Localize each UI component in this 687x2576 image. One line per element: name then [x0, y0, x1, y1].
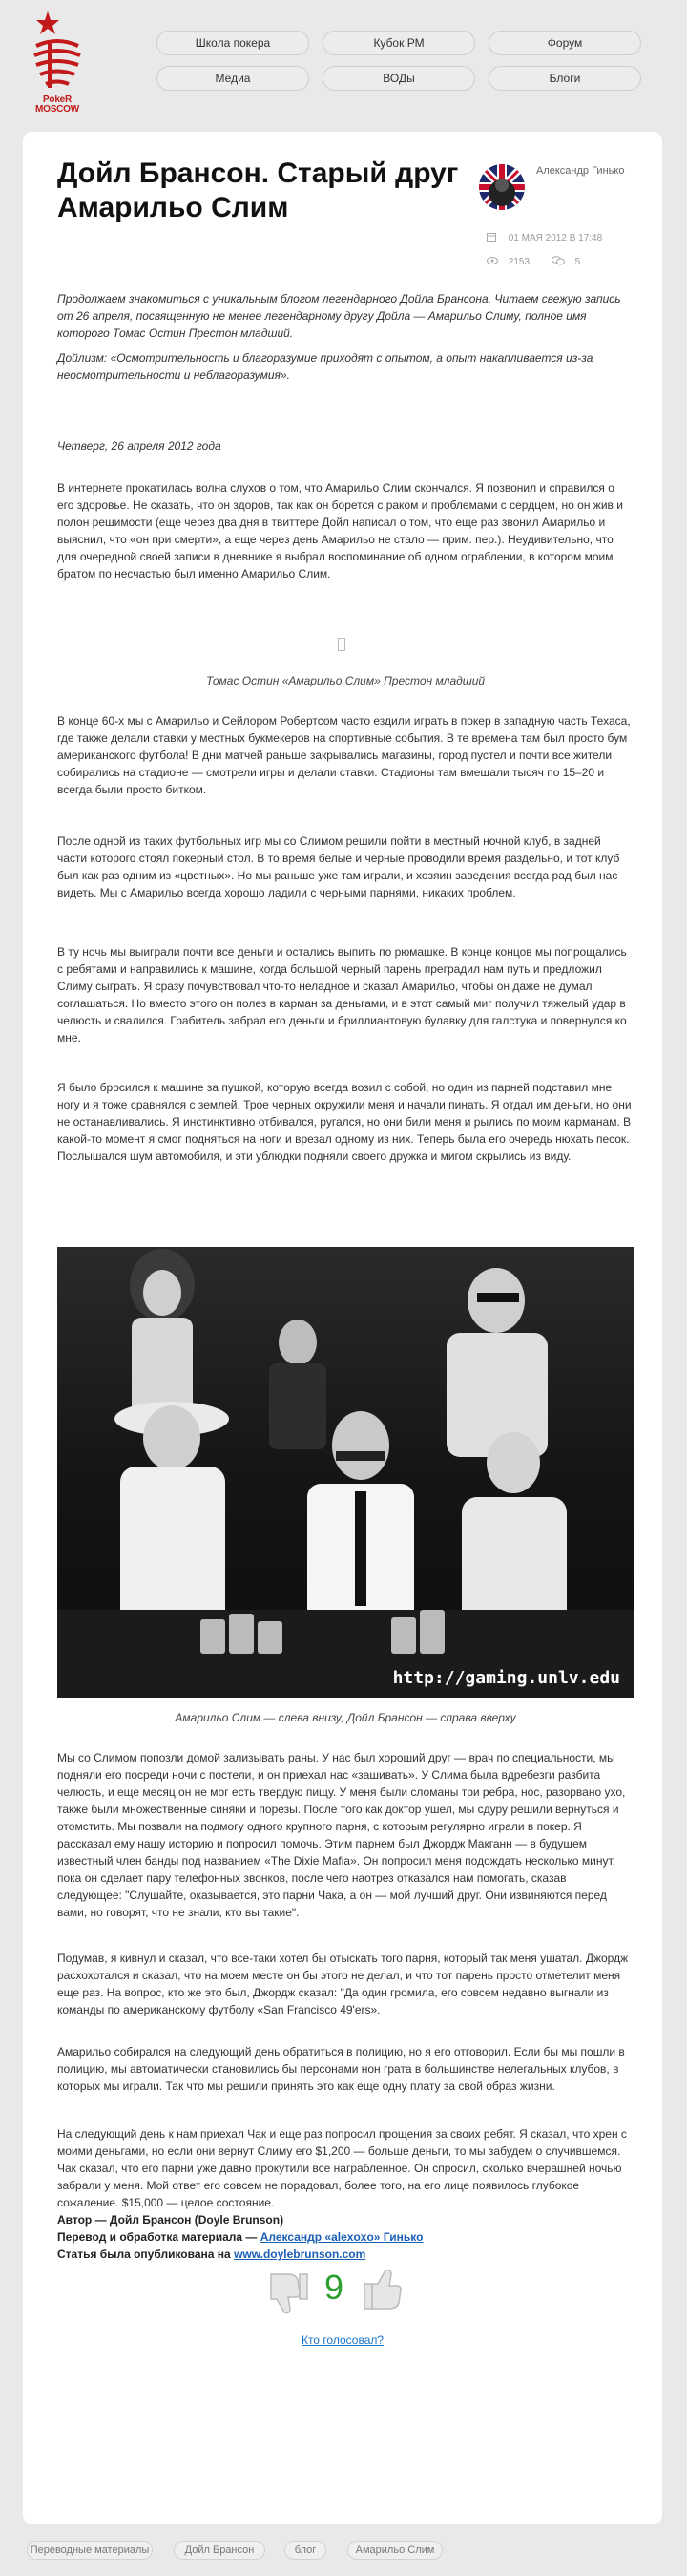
nav-forum[interactable]: Форум — [489, 31, 641, 55]
credits-translation-label: Перевод и обработка материала — — [57, 2230, 258, 2244]
view-count: 2153 — [508, 257, 531, 268]
article-photo — [57, 1247, 634, 1698]
logo-text — [27, 95, 88, 115]
paragraph-4: В ту ночь мы выиграли почти все деньги и остались выпить по рюмашке. В конце концов мы попрощались с ребятами и направились к машине, когда большой черный парень преградил нам путь и предложил Слиму сыграть. Я сразу почувствовал что-то неладное и сказал Амарильо, чтобы он даже не думал соглашаться. Но вместо этого он полез в карман за деньгами, и в этот самый миг получил тяжелый удар в челюсть и свалился. Грабитель забрал его деньги и бриллиантовую булавку для галстука и повернулся ко мне. — [57, 945, 627, 1045]
quote-paragraph: Дойлизм: «Осмотрительность и благоразумие приходят с опытом, а опыт накапливается из-за неосмотрительности и неблагоразумия». — [57, 351, 593, 382]
post-date-row — [487, 232, 602, 244]
tag-item[interactable]: Дойл Брансон — [174, 2541, 265, 2560]
nav-vods[interactable]: ВОДы — [323, 66, 475, 91]
comments-icon[interactable] — [552, 256, 565, 268]
paragraph-3: После одной из таких футбольных игр мы со Слимом решили пойти в местный ночной клуб, в задней части которого стоял покерный стол. В то время белые и черные проводили время раздельно, и тот клуб был как раз одним из «цветных». Но мы раньше уже там играли, и хозяин заведения всегда рад был нас видеть. Мы с Амарильо всегда хорошо ладили с черными парнями, никаких проблем. — [57, 834, 620, 899]
credits-translation — [57, 2228, 634, 2246]
calendar-icon — [487, 232, 496, 244]
eye-icon — [487, 257, 498, 267]
logo-line-2: MOSCOW — [34, 104, 80, 115]
nav-cup[interactable]: Кубок РМ — [323, 31, 475, 55]
vote-up-button[interactable] — [363, 2267, 405, 2312]
thumbs-down-icon — [267, 2270, 309, 2316]
intro-paragraph: Продолжаем знакомиться с уникальным блогом легендарного Дойла Брансона. Читаем свежую запись от 26 апреля, посвященную не менее легендарному другу Дойла — Амарильо Слиму, полное имя которого Томас Остин Престон младший. — [57, 292, 621, 340]
article-credits — [57, 2211, 634, 2263]
credits-published-label: Статья была опубликована на — [57, 2248, 231, 2261]
nav-school[interactable]: Школа покера — [156, 31, 309, 55]
dateline: Четверг, 26 апреля 2012 года — [57, 439, 221, 453]
author-avatar[interactable] — [479, 164, 525, 210]
nav-blogs[interactable]: Блоги — [489, 66, 641, 91]
logo-emblem-icon — [27, 8, 88, 95]
broken-image-icon — [338, 638, 345, 651]
comment-count[interactable]: 5 — [574, 257, 581, 268]
paragraph-9: На следующий день к нам приехал Чак и еще раз попросил прощения за своих ребят. Я сказал, что хрен с моими деньгами, но если они вернут Слиму его $1,200 — больше деньги, то мы забудем о случившемся. Чак сказал, что его парни уже давно прокутили все награбленное. Он спросил, сколько вчерашней ночью забрали у меня. Мой ответ его совсем не порадовал, более того, на его лице появилось глубокое сожаление. $15,000 — целое состояние. — [57, 2127, 627, 2209]
logo-line-1: PokeR — [42, 95, 73, 105]
credits-published — [57, 2246, 634, 2263]
post-stats-row — [487, 256, 580, 268]
tag-item[interactable]: Переводные материалы — [27, 2541, 153, 2560]
thumbs-up-icon — [363, 2267, 405, 2312]
translator-link[interactable]: Александр «alexoxo» Гинько — [260, 2230, 424, 2244]
article-card — [23, 132, 662, 2524]
image-caption-2: Амарильо Слим — слева внизу, Дойл Брансон — справа вверху — [175, 1711, 516, 1724]
tag-item[interactable]: Амарильо Слим — [347, 2541, 443, 2560]
author-name[interactable]: Александр Гинько — [536, 165, 625, 177]
avatar-flag-icon — [479, 164, 525, 210]
source-link[interactable]: www.doylebrunson.com — [234, 2248, 366, 2261]
paragraph-6: Мы со Слимом попозли домой зализывать раны. У нас был хороший друг — врач по специальности, мы подняли его посреди ночи с постели, и он приехал нас «зашивать». У Слима была вдребезги разбита челюсть, и еще месяц он не мог есть твердую пищу. У меня были сломаны три ребра, нос, разорвано ухо, также были множественные синяки и порезы. После того как доктор ушел, мы сдуру решили вернуться и отомстить. Мы позвали на подмогу одного крупного парня, с которым регулярно играли в покер. Я рассказал ему нашу историю и попросил помочь. Этим парнем был Джордж Макганн — в будущем известный член банды под названием «The Dixie Mafia». Он попросил меня подождать несколько минут, пока он сделает пару телефонных звонков, после чего наотрез отказался нам помогать, сказав следующее: "Слушайте, оказывается, это парни Чака, а он — мой лучший друг. Они извиняются перед вами, но говорят, что не знали, кто вы такие". — [57, 1751, 626, 1919]
paragraph-7: Подумав, я кивнул и сказал, что все-таки хотел бы отыскать того парня, который так меня ушатал. Джордж расхохотался и сказал, что на моем месте он бы этого не делал, и что тот парень просто отметелит меня еще раз. На вопрос, кто же это был, Джордж сказал: "Да один громила, его совсем недавно выгнали из команды по американскому футболу «San Francisco 49'ers». — [57, 1952, 629, 2016]
credits-author: Автор — Дойл Брансон (Doyle Brunson) — [57, 2213, 284, 2227]
poker-players-photo — [57, 1247, 634, 1698]
nav-media[interactable]: Медиа — [156, 66, 309, 91]
tag-item[interactable]: блог — [284, 2541, 326, 2560]
site-logo[interactable] — [27, 8, 88, 116]
vote-count: 9 — [323, 2268, 344, 2307]
post-title: Дойл Брансон. Старый друг Амарильо Слим — [57, 158, 459, 223]
paragraph-5: Я было бросился к машине за пушкой, которую всегда возил с собой, но один из парней подставил мне ногу и я тоже сравнялся с землей. Трое черных окружили меня и начали пинать. Я отдал им деньги, но они не останавливались. Я инстинктивно отбивался, ругался, но они били меня и рылись по моим карманам. В какой-то момент я смог подняться на ноги и врезал одному из них. Теперь была его очередь нюхать песок. Послышался шум автомобиля, и эти ублюдки подняли своего дружка и мигом скрылись из виду. — [57, 1081, 632, 1163]
paragraph-2: В конце 60-х мы с Амарильо и Сейлором Робертсом часто ездили играть в покер в западную часть Техаса, где также делали ставки у местных букмекеров на спортивные события. В те времена там был просто бум американского футбола! В дни матчей раньше закрывались магазины, город пустел и почти все жители собирались на стадионе — смотрели игры и делали ставки. Стадионы там вмещали тысяч по 15–20 и всегда были просто битком. — [57, 714, 631, 796]
paragraph-8: Амарильо собирался на следующий день обратиться в полицию, но я его отговорил. Если бы мы пошли в полицию, мы автоматически становились бы персонами нон грата в большинстве нелегальных клубов, в которых мы играли. Так что мы решили принять это как еще одну плату за свой образ жизни. — [57, 2045, 625, 2093]
photo-credit: http://gaming.unlv.edu — [392, 1668, 620, 1688]
who-voted-link[interactable]: Кто голосовал? — [301, 2333, 385, 2347]
paragraph-1: В интернете прокатилась волна слухов о том, что Амарильо Слим скончался. Я позвонил и справился о его здоровье. Не сказать, что он здоров, так как он борется с раком и проблемами с сердцем, но он жив и полон решимости (еще через два дня в твиттере Дойл написал о том, что еще раз звонил Амарильо и выяснил, что «он при смерти», а еще через день Амарильо не стало — прим. пер.). Неудивительно, что для очередной своей записи в дневнике я выбрал воспоминание об одном ограблении, в котором моим братом по несчастью был именно Амарильо Слим. — [57, 481, 623, 581]
post-date: 01 МАЯ 2012 В 17:48 — [508, 233, 603, 244]
image-caption-1: Томас Остин «Амарильо Слим» Престон младший — [205, 674, 486, 687]
vote-down-button[interactable] — [267, 2270, 309, 2316]
